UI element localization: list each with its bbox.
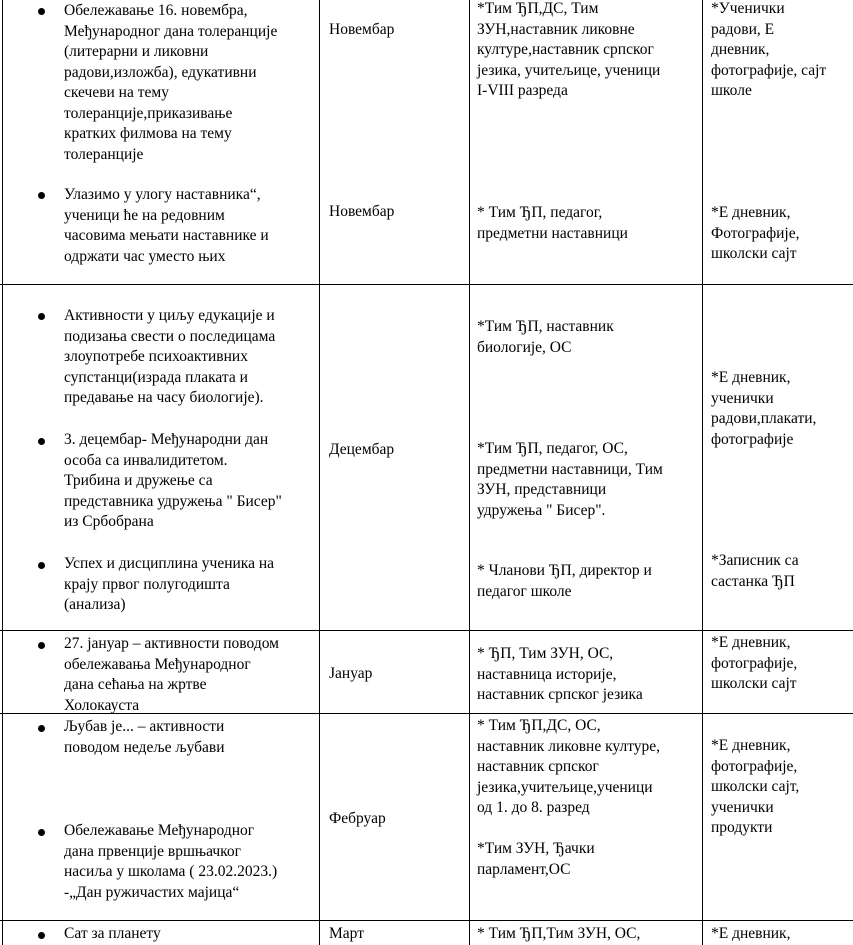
activity-text: 27. јануар – активности поводом обележавања Међународног дана сећања на жртве Холокауста bbox=[64, 635, 279, 714]
evidence-text: *Е дневник, ученички радови,плакати, фотографије bbox=[711, 369, 817, 448]
bullet-icon bbox=[38, 192, 45, 199]
month-cell: Новембар bbox=[329, 203, 395, 220]
month-cell: Март bbox=[329, 925, 364, 942]
month-cell: Новембар bbox=[329, 21, 395, 38]
bullet-icon bbox=[38, 313, 45, 320]
responsible-text: *Тим ЗУН, Ђачки парламент,ОС bbox=[477, 840, 595, 878]
month-cell: Јануар bbox=[329, 665, 373, 682]
activity-text: Обележавање 16. новембра, Међународног дана толеранције (литерарни и ликовни радови,изложба), едукативни скечеви на тему толеранције,приказивање кратких филмова на тему толеранције bbox=[64, 2, 278, 163]
row-divider bbox=[0, 630, 853, 631]
responsible-text: * ЂП, Тим ЗУН, ОС, наставница историје, наставник српског језика bbox=[477, 645, 643, 703]
row-divider bbox=[0, 284, 853, 285]
activity-text: Улазимо у улогу наставника“, ученици ће на редовним часовима мењати наставнике и одржати час уместо њих bbox=[64, 186, 269, 265]
responsible-text: * Чланови ЂП, директор и педагог школе bbox=[477, 562, 652, 600]
column-divider-month bbox=[319, 0, 320, 945]
bullet-icon bbox=[38, 725, 45, 732]
evidence-text: *Е дневник, Фотографије, школски сајт bbox=[711, 204, 800, 262]
activity-text: 3. децембар- Међународни дан особа са инвалидитетом. Трибина и дружење са представника удружења " Бисер" из Србобрана bbox=[64, 431, 282, 530]
responsible-text: *Тим ЂП, педагог, ОС, предметни наставници, Тим ЗУН, представници удружења " Бисер". bbox=[477, 440, 663, 519]
bullet-icon bbox=[38, 829, 45, 836]
bullet-icon bbox=[38, 562, 45, 569]
activity-text: Успех и дисциплина ученика на крају првог полугодишта (анализа) bbox=[64, 555, 275, 613]
bullet-icon bbox=[38, 932, 45, 939]
bullet-icon bbox=[38, 8, 45, 15]
table-border-left bbox=[2, 0, 3, 945]
activity-text: Обележавање Међународног дана првенције вршњачког насиља у школама ( 23.02.2023.) -„Дан ружичастих мајица“ bbox=[64, 822, 278, 901]
month-cell: Фебруар bbox=[329, 810, 386, 827]
responsible-text: * Тим ЂП, педагог, предметни наставници bbox=[477, 204, 628, 242]
month-cell: Децембар bbox=[329, 441, 395, 458]
evidence-text: *Е дневник, фотографије, школски сајт bbox=[711, 634, 798, 692]
bullet-icon bbox=[38, 438, 45, 445]
column-divider-responsible bbox=[469, 0, 470, 945]
row-divider bbox=[0, 920, 853, 921]
evidence-text: *Записник са састанка ЂП bbox=[711, 552, 799, 590]
responsible-text: *Тим ЂП, наставник биологије, ОС bbox=[477, 318, 614, 356]
bullet-icon bbox=[38, 642, 45, 649]
evidence-text: *Е дневник, bbox=[711, 925, 791, 942]
activity-text: Љубав је... – активности поводом недеље љубави bbox=[64, 718, 225, 756]
activity-text: Активности у циљу едукације и подизања свести о последицама злоупотребе психоактивних супстанци(израда плаката и предавање на часу биологије). bbox=[64, 307, 276, 406]
evidence-text: *Е дневник, фотографије, школски сајт, ученички продукти bbox=[711, 737, 800, 836]
activity-text: Сат за планету bbox=[64, 925, 161, 942]
responsible-text: * Тим ЂП,Тим ЗУН, ОС, bbox=[477, 925, 641, 942]
responsible-text: *Тим ЂП,ДС, Тим ЗУН,наставник ликовне културе,наставник српског језика, учитељице, ученици I-VIII разреда bbox=[477, 0, 661, 99]
evidence-text: *Ученички радови, Е дневник, фотографије, сајт школе bbox=[711, 0, 827, 99]
responsible-text: * Тим ЂП,ДС, ОС, наставник ликовне културе, наставник српског језика,учитељице,ученици од 1. до 8. разред bbox=[477, 717, 661, 816]
column-divider-evidence bbox=[702, 0, 703, 945]
